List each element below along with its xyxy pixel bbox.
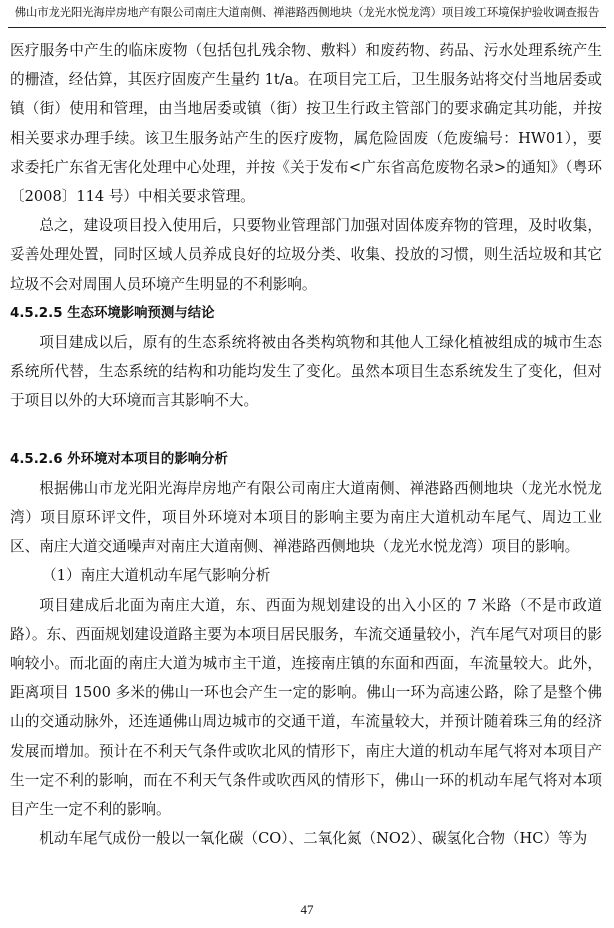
- paragraph-external-environment: 根据佛山市龙光阳光海岸房地产有限公司南庄大道南侧、禅港路西侧地块（龙光水悦龙湾）项目原环评文件，项目外环境对本项目的影响主要为南庄大道机动车尾气、周边工业区、南庄大道交通噪声对南庄大道南侧、禅港路西侧地块（龙光水悦龙湾）项目的影响。: [10, 479, 602, 556]
- section-heading-external-environment: 4.5.2.6 外环境对本项目的影响分析: [10, 451, 228, 467]
- header-divider: [8, 27, 606, 28]
- document-body: [10, 36, 602, 853]
- page-number: 47: [300, 902, 314, 917]
- paragraph-medical-waste: 医疗服务中产生的临床废物（包括包扎残余物、敷料）和废药物、药品、污水处理系统产生的栅渣，经估算，其医疗固废产生量约 1t/a。在项目完工后，卫生服务站将交付当地居委或镇（街）使用和管理，由当地居委或镇（街）按卫生行政主管部门的要求确定其功能，并按相关要求办理手续。该卫生服务站产生的医疗废物，属危险固废（危废编号：HW01），要求委托广东省无害化处理中心处理，并按《关于发布<广东省高危废物名录>的通知》（粤环〔2008〕114 号）中相关要求管理。: [10, 42, 602, 206]
- page-header: 佛山市龙光阳光海岸房地产有限公司南庄大道南侧、禅港路西侧地块（龙光水悦龙湾）项目竣工环境保护验收调查报告: [14, 5, 600, 19]
- paragraph-ecology: 项目建成以后，原有的生态系统将被由各类构筑物和其他人工绿化植被组成的城市生态系统所代替，生态系统的结构和功能均发生了变化。虽然本项目生态系统发生了变化，但对于项目以外的大环境而言其影响不大。: [10, 334, 602, 410]
- section-heading-ecology: 4.5.2.5 生态环境影响预测与结论: [10, 305, 215, 321]
- subheading-vehicle-exhaust: （1）南庄大道机动车尾气影响分析: [42, 567, 271, 585]
- paragraph-summary: 总之，建设项目投入使用后，只要物业管理部门加强对固体废弃物的管理，及时收集，妥善处理处置，同时区域人员养成良好的垃圾分类、收集、投放的习惯，则生活垃圾和其它垃圾不会对周围人员环境产生明显的不利影响。: [10, 217, 602, 293]
- paragraph-exhaust-composition: 机动车尾气成份一般以一氧化碳（CO）、二氧化氮（NO2）、碳氢化合物（HC）等为: [39, 830, 588, 848]
- paragraph-vehicle-exhaust: 项目建成后北面为南庄大道，东、西面为规划建设的出入小区的 7 米路（不是市政道路）。东、西面规划建设道路主要为本项目居民服务，车流交通量较小，汽车尾气对项目的影响较小。而北面的南庄大道为城市主干道，连接南庄镇的东面和西面，车流量较大。此外，距离项目 1500 多米的佛山一环也会产生一定的影响。佛山一环为高速公路，除了是整个佛山的交通动脉外，还连通佛山周边城市的交通干道，车流量较大，并预计随着珠三角的经济发展而增加。预计在不利天气条件或吹北风的情形下，南庄大道的机动车尾气将对本项目产生一定不利的影响，而在不利天气条件或吹西风的情形下，佛山一环的机动车尾气将对本项目产生一定不利的影响。: [10, 596, 602, 819]
- blank-line: [10, 416, 602, 445]
